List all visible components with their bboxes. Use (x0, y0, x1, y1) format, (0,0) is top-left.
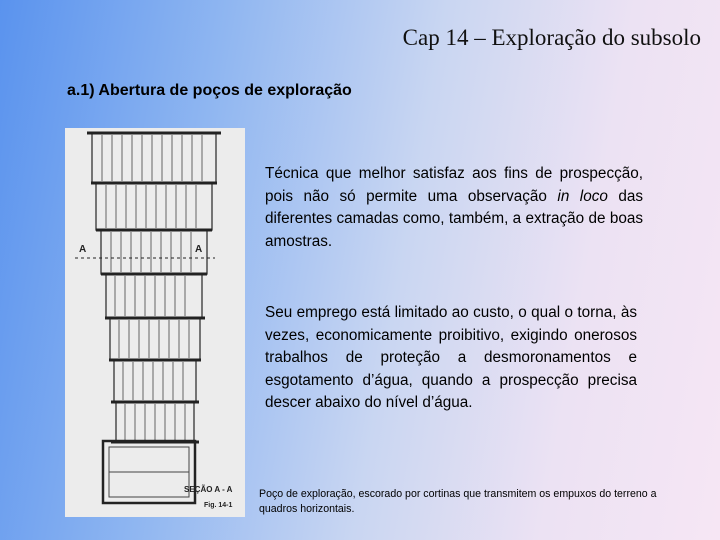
exploration-well-figure (65, 128, 245, 517)
paragraph-technique (265, 163, 643, 253)
paragraph-technique-italic: in loco (557, 187, 608, 205)
paragraph-limitations: Seu emprego está limitado ao custo, o qual o torna, às vezes, economicamente proibitivo, exigindo onerosos trabalhos de proteção a desmoronamentos e esgotamento d’água, quando a prospecção precisa descer abaixo do nível d’água. (265, 304, 637, 412)
figure-caption: Poço de exploração, escorado por cortinas que transmitem os empuxos do terreno a quadros horizontais. (259, 488, 657, 515)
section-label: SEÇÃO A - A (184, 485, 233, 494)
paragraph-technique-part1: Técnica que melhor satisfaz aos fins de prospecção, pois não só permite uma observação (265, 165, 643, 205)
section-heading: a.1) Abertura de poços de exploração (67, 82, 352, 99)
well-drawing (65, 128, 245, 517)
section-marker-right: A (195, 244, 203, 255)
paragraph-technique-part2: das diferentes camadas como, também, a extração de boas amostras. (265, 187, 644, 250)
figure-number: Fig. 14-1 (204, 502, 233, 509)
slide-title: Cap 14 – Exploração do subsolo (402, 25, 701, 50)
section-marker-left: A (79, 244, 87, 255)
